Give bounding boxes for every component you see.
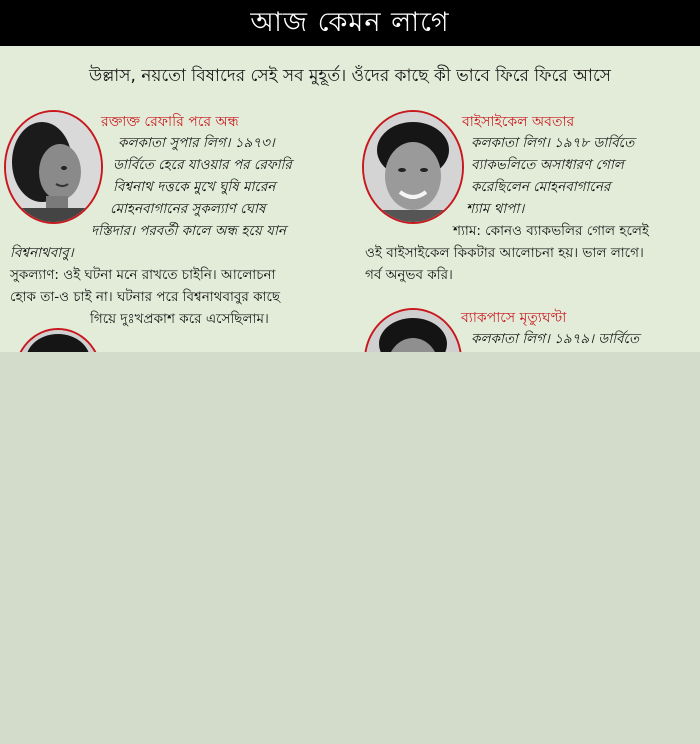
story-line: মোহনবাগানের সুকল্যাণ ঘোষ <box>110 201 266 217</box>
portrait-photo-backpass-story <box>364 308 462 352</box>
story-line: করেছিলেন মোহনবাগানের <box>471 179 611 195</box>
story-line: দস্তিদার। পরবর্তী কালে অন্ধ হয়ে যান <box>91 223 286 239</box>
page-title: আজ কেমন লাগে <box>250 7 450 38</box>
story-line: ডার্বিতে হেরে যাওয়ার পর রেফারি <box>113 157 292 173</box>
story-line: কলকাতা সুপার লিগ। ১৯৭৩। <box>118 135 275 151</box>
quote-line: সুকল্যাণ: ওই ঘটনা মনে রাখতে চাইনি। আলোচনা <box>10 267 276 283</box>
story-heading-bicycle: বাইসাইকেল অবতার <box>462 114 575 130</box>
portrait-photo-referee-story <box>4 110 103 224</box>
story-line: বিশ্বনাথ দত্তকে মুখে ঘুষি মারেন <box>113 179 276 195</box>
portrait-photo-partial <box>14 328 102 352</box>
subtitle: উল্লাস, নয়তো বিষাদের সেই সব মুহূর্ত। ওঁদের কাছে কী ভাবে ফিরে ফিরে আসে <box>88 66 612 86</box>
portrait-photo-bicycle-story <box>362 110 464 224</box>
story-heading-backpass: ব্যাকপাসে মৃত্যুঘণ্টা <box>461 310 567 326</box>
article-panel <box>0 46 700 352</box>
story-line: কলকাতা লিগ। ১৯৭৯। ডার্বিতে <box>471 331 640 347</box>
quote-line: গর্ব অনুভব করি। <box>365 267 453 283</box>
blank-area <box>0 352 700 744</box>
quote-line: শ্যাম: কোনও ব্যাকভলির গোল হলেই <box>453 223 649 239</box>
quote-line: হোক তা-ও চাই না। ঘটনার পরে বিশ্বনাথবাবুর কাছে <box>10 289 281 305</box>
story-line: কলকাতা লিগ। ১৯৭৮ ডার্বিতে <box>471 135 635 151</box>
header-bar <box>0 0 700 46</box>
quote-line: ওই বাইসাইকেল কিকটার আলোচনা হয়। ভাল লাগে। <box>365 245 644 261</box>
story-heading-referee: রক্তাক্ত রেফারি পরে অন্ধ <box>101 114 239 130</box>
story-line: বিশ্বনাথবাবু। <box>10 245 74 261</box>
story-line: শ্যাম থাপা। <box>466 201 525 217</box>
story-line: ব্যাকভলিতে অসাধারণ গোল <box>471 157 624 173</box>
quote-line: গিয়ে দুঃখপ্রকাশ করে এসেছিলাম। <box>90 311 269 327</box>
